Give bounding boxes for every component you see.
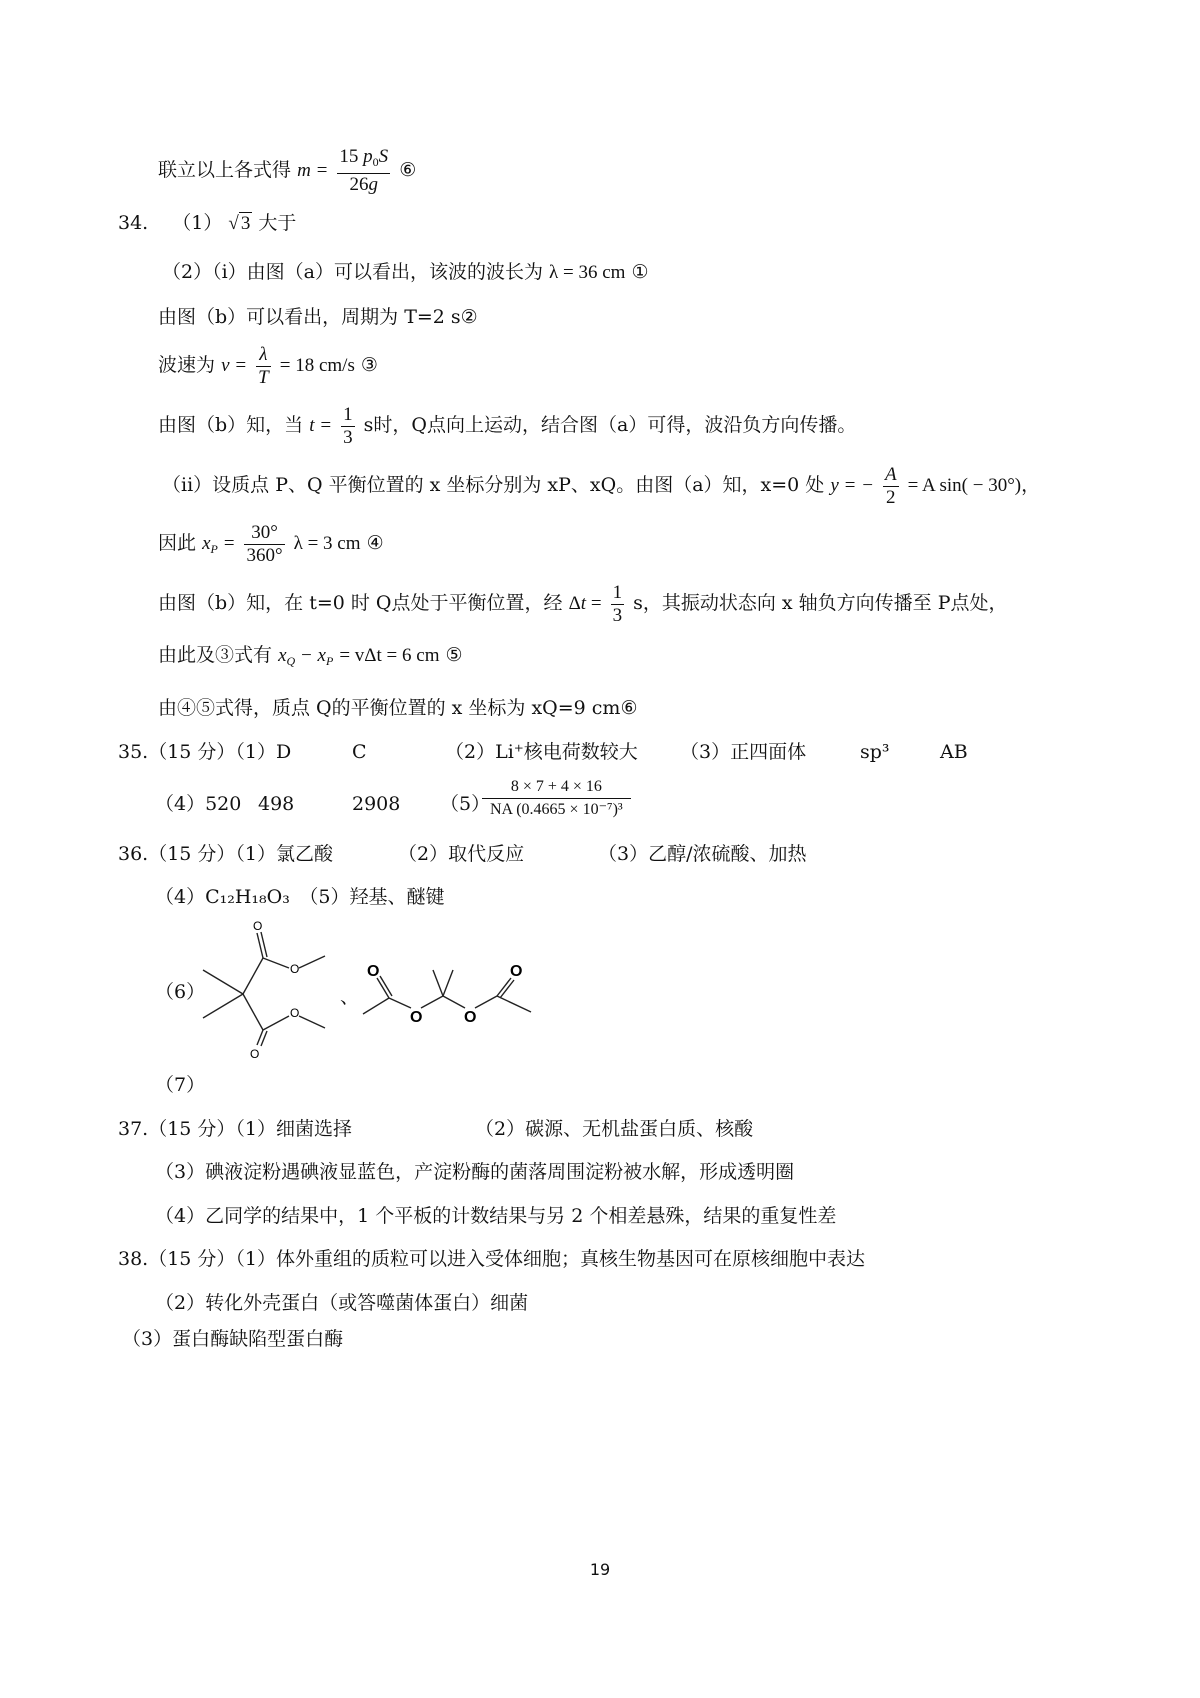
q34-p2-eq: λ = 36 cm <box>549 262 626 283</box>
q35-part1-c: C <box>352 741 367 763</box>
q34-line-4: 波速为 v = $\frac{\lambda}{T}$ = 18 cm/s ③ <box>158 343 378 388</box>
q36-part3: （3）乙醇/浓硫酸、加热 <box>598 843 807 865</box>
q34-p6-fraction: $\frac{A}{2}$ <box>884 463 897 508</box>
q36-part7-label: （7） <box>155 1074 206 1096</box>
q34-p7-fraction: $\frac{30^\circ}{360^\circ}$ <box>246 521 283 566</box>
q34-p5-fraction: $\frac{1}{3}$ <box>343 403 353 448</box>
structure-2-diagram <box>355 958 540 1028</box>
q35-fraction-numerator: 8 × 7 + 4 × 16 <box>482 776 631 799</box>
q34-line-1 <box>118 211 296 236</box>
q34-p8-text-a: 由图（b）知，在 t=0 时 Q点处于平衡位置，经 <box>158 592 563 614</box>
q34-line-3: 由图（b）可以看出，周期为 T=2 s② <box>158 306 478 328</box>
q34-p5-text-b: s时，Q点向上运动，结合图（a）可得，波沿负方向传播。 <box>363 414 857 436</box>
q34-p8-fraction: $\frac{1}{3}$ <box>612 581 623 626</box>
q34-p6-eq: = A sin( − 30°)， <box>907 475 1041 496</box>
q35-part5-fraction <box>482 776 631 821</box>
structure-2-o-ether-right: O <box>464 1009 477 1026</box>
q34-p4-fraction: $\frac{\lambda}{T}$ <box>258 343 269 388</box>
q34-p7-text: 因此 <box>158 532 197 554</box>
q37-part4: （4）乙同学的结果中，1 个平板的计数结果与另 2 个相差悬殊，结果的重复性差 <box>155 1205 837 1227</box>
q37-part2: （2）碳源、无机盐蛋白质、核酸 <box>475 1118 754 1140</box>
q35-part1-d: 35.（15 分）（1）D <box>118 741 292 763</box>
q34-p6-text: （ii）设质点 P、Q 平衡位置的 x 坐标分别为 xP、xQ。由图（a）知，x=0 处 <box>162 474 825 496</box>
q36-line-2: （4）C₁₂H₁₈O₃ （5）羟基、醚键 <box>155 886 445 908</box>
q36-part1: 36.（15 分）（1）氯乙酸 <box>118 843 334 865</box>
q34-p8-text-b: s，其振动状态向 x 轴负方向传播至 P点处， <box>633 592 1008 614</box>
q34-p9-mark: ⑤ <box>445 644 463 666</box>
q34-p2-mark: ① <box>631 261 649 283</box>
q35-hybrid: sp³ <box>860 741 890 763</box>
q35-part2: （2）Li⁺核电荷数较大 <box>445 741 638 763</box>
structure-2-o-left: O <box>367 963 380 980</box>
q34-p4-eq: = 18 cm/s <box>279 355 355 376</box>
q34-part1-answer: 大于 <box>258 212 297 234</box>
q34-p9-eq: = vΔt = 6 cm <box>339 645 440 666</box>
q34-line-2 <box>162 260 649 285</box>
structure-1-o-ester-top: O <box>290 962 300 976</box>
structure-1-o-top: O <box>253 919 263 933</box>
q35-part4-a: （4）520 <box>155 793 242 815</box>
formula-m-lhs: m = <box>297 160 329 181</box>
q34-number: 34. <box>118 212 149 234</box>
q34-line-7: 因此 $x_P$ = $\frac{30^\circ}{360^\circ}$ λ = 3 cm ④ <box>158 521 384 566</box>
q36-part2: （2）取代反应 <box>398 843 525 865</box>
q38-part2: （2）转化外壳蛋白（或答噬菌体蛋白）细菌 <box>155 1292 529 1314</box>
q34-sqrt: √ 3 <box>228 213 251 234</box>
q35-part3: （3）正四面体 <box>680 741 807 763</box>
structure-1-o-bottom: O <box>250 1047 260 1061</box>
q35-part4-c: 2908 <box>352 793 401 815</box>
q34-line-10: 由④⑤式得，质点 Q的平衡位置的 x 坐标为 xQ=9 cm⑥ <box>158 697 638 719</box>
q37-part1: 37.（15 分）（1）细菌选择 <box>118 1118 353 1140</box>
q34-p4-mark: ③ <box>360 354 378 376</box>
q35-part4-b: 498 <box>258 793 295 815</box>
q35-ab: AB <box>940 741 968 763</box>
structure-1-diagram <box>195 918 345 1063</box>
q37-part3: （3）碘液淀粉遇碘液显蓝色，产淀粉酶的菌落周围淀粉被水解，形成透明圈 <box>155 1161 795 1183</box>
q34-line-9: 由此及③式有 $x_Q - x_P = v\Delta t = 6$ cm ⑤ <box>158 644 463 668</box>
q34-line-8: 由图（b）知，在 t=0 时 Q点处于平衡位置，经 Δt = $\frac{1}{3}$ s，其振动状态向 x 轴负方向传播至 P点处， <box>158 581 1008 626</box>
q35-fraction-denominator: NA (0.4665 × 10⁻⁷)³ <box>490 801 623 818</box>
q34-line-6: （ii）设质点 P、Q 平衡位置的 x 坐标分别为 xP、xQ。由图（a）知，x=0 处 y = − $\frac{A}{2}$ = A sin( − 30°)， <box>162 463 1041 508</box>
formula-m-text: 联立以上各式得 <box>158 159 292 181</box>
q34-p2-text: （2）（i）由图（a）可以看出，该波的波长为 <box>162 261 543 283</box>
structure-1-o-ester-bottom: O <box>290 1006 300 1020</box>
q38-part1: 38.（15 分）（1）体外重组的质粒可以进入受体细胞；真核生物基因可在原核细胞中表达 <box>118 1248 866 1270</box>
q34-p5-text-a: 由图（b）知，当 <box>158 414 304 436</box>
formula-m-fraction: $\frac{15 p_0S}{26g}$ <box>339 146 389 195</box>
q35-part5-label: （5） <box>440 793 491 815</box>
q38-part3: （3）蛋白酶缺陷型蛋白酶 <box>122 1328 344 1350</box>
formula-line-m <box>158 140 416 201</box>
q34-p4-text: 波速为 <box>158 354 216 376</box>
page-number: 19 <box>589 1560 611 1579</box>
q34-p7-mark: ④ <box>366 532 384 554</box>
structure-separator: 、 <box>340 986 360 1008</box>
q34-part1-label: （1） <box>172 212 223 234</box>
structure-2-o-right: O <box>510 963 523 980</box>
q34-p7-eq: λ = 3 cm <box>293 533 361 554</box>
q36-part6-label: （6） <box>155 981 206 1003</box>
q34-line-5: 由图（b）知，当 t = $\frac{1}{3}$ s时，Q点向上运动，结合图（a）可得，波沿负方向传播。 <box>158 403 857 448</box>
formula-m-mark: ⑥ <box>399 159 417 181</box>
structure-2-o-ether-left: O <box>410 1009 423 1026</box>
q34-p9-text: 由此及③式有 <box>158 644 273 666</box>
